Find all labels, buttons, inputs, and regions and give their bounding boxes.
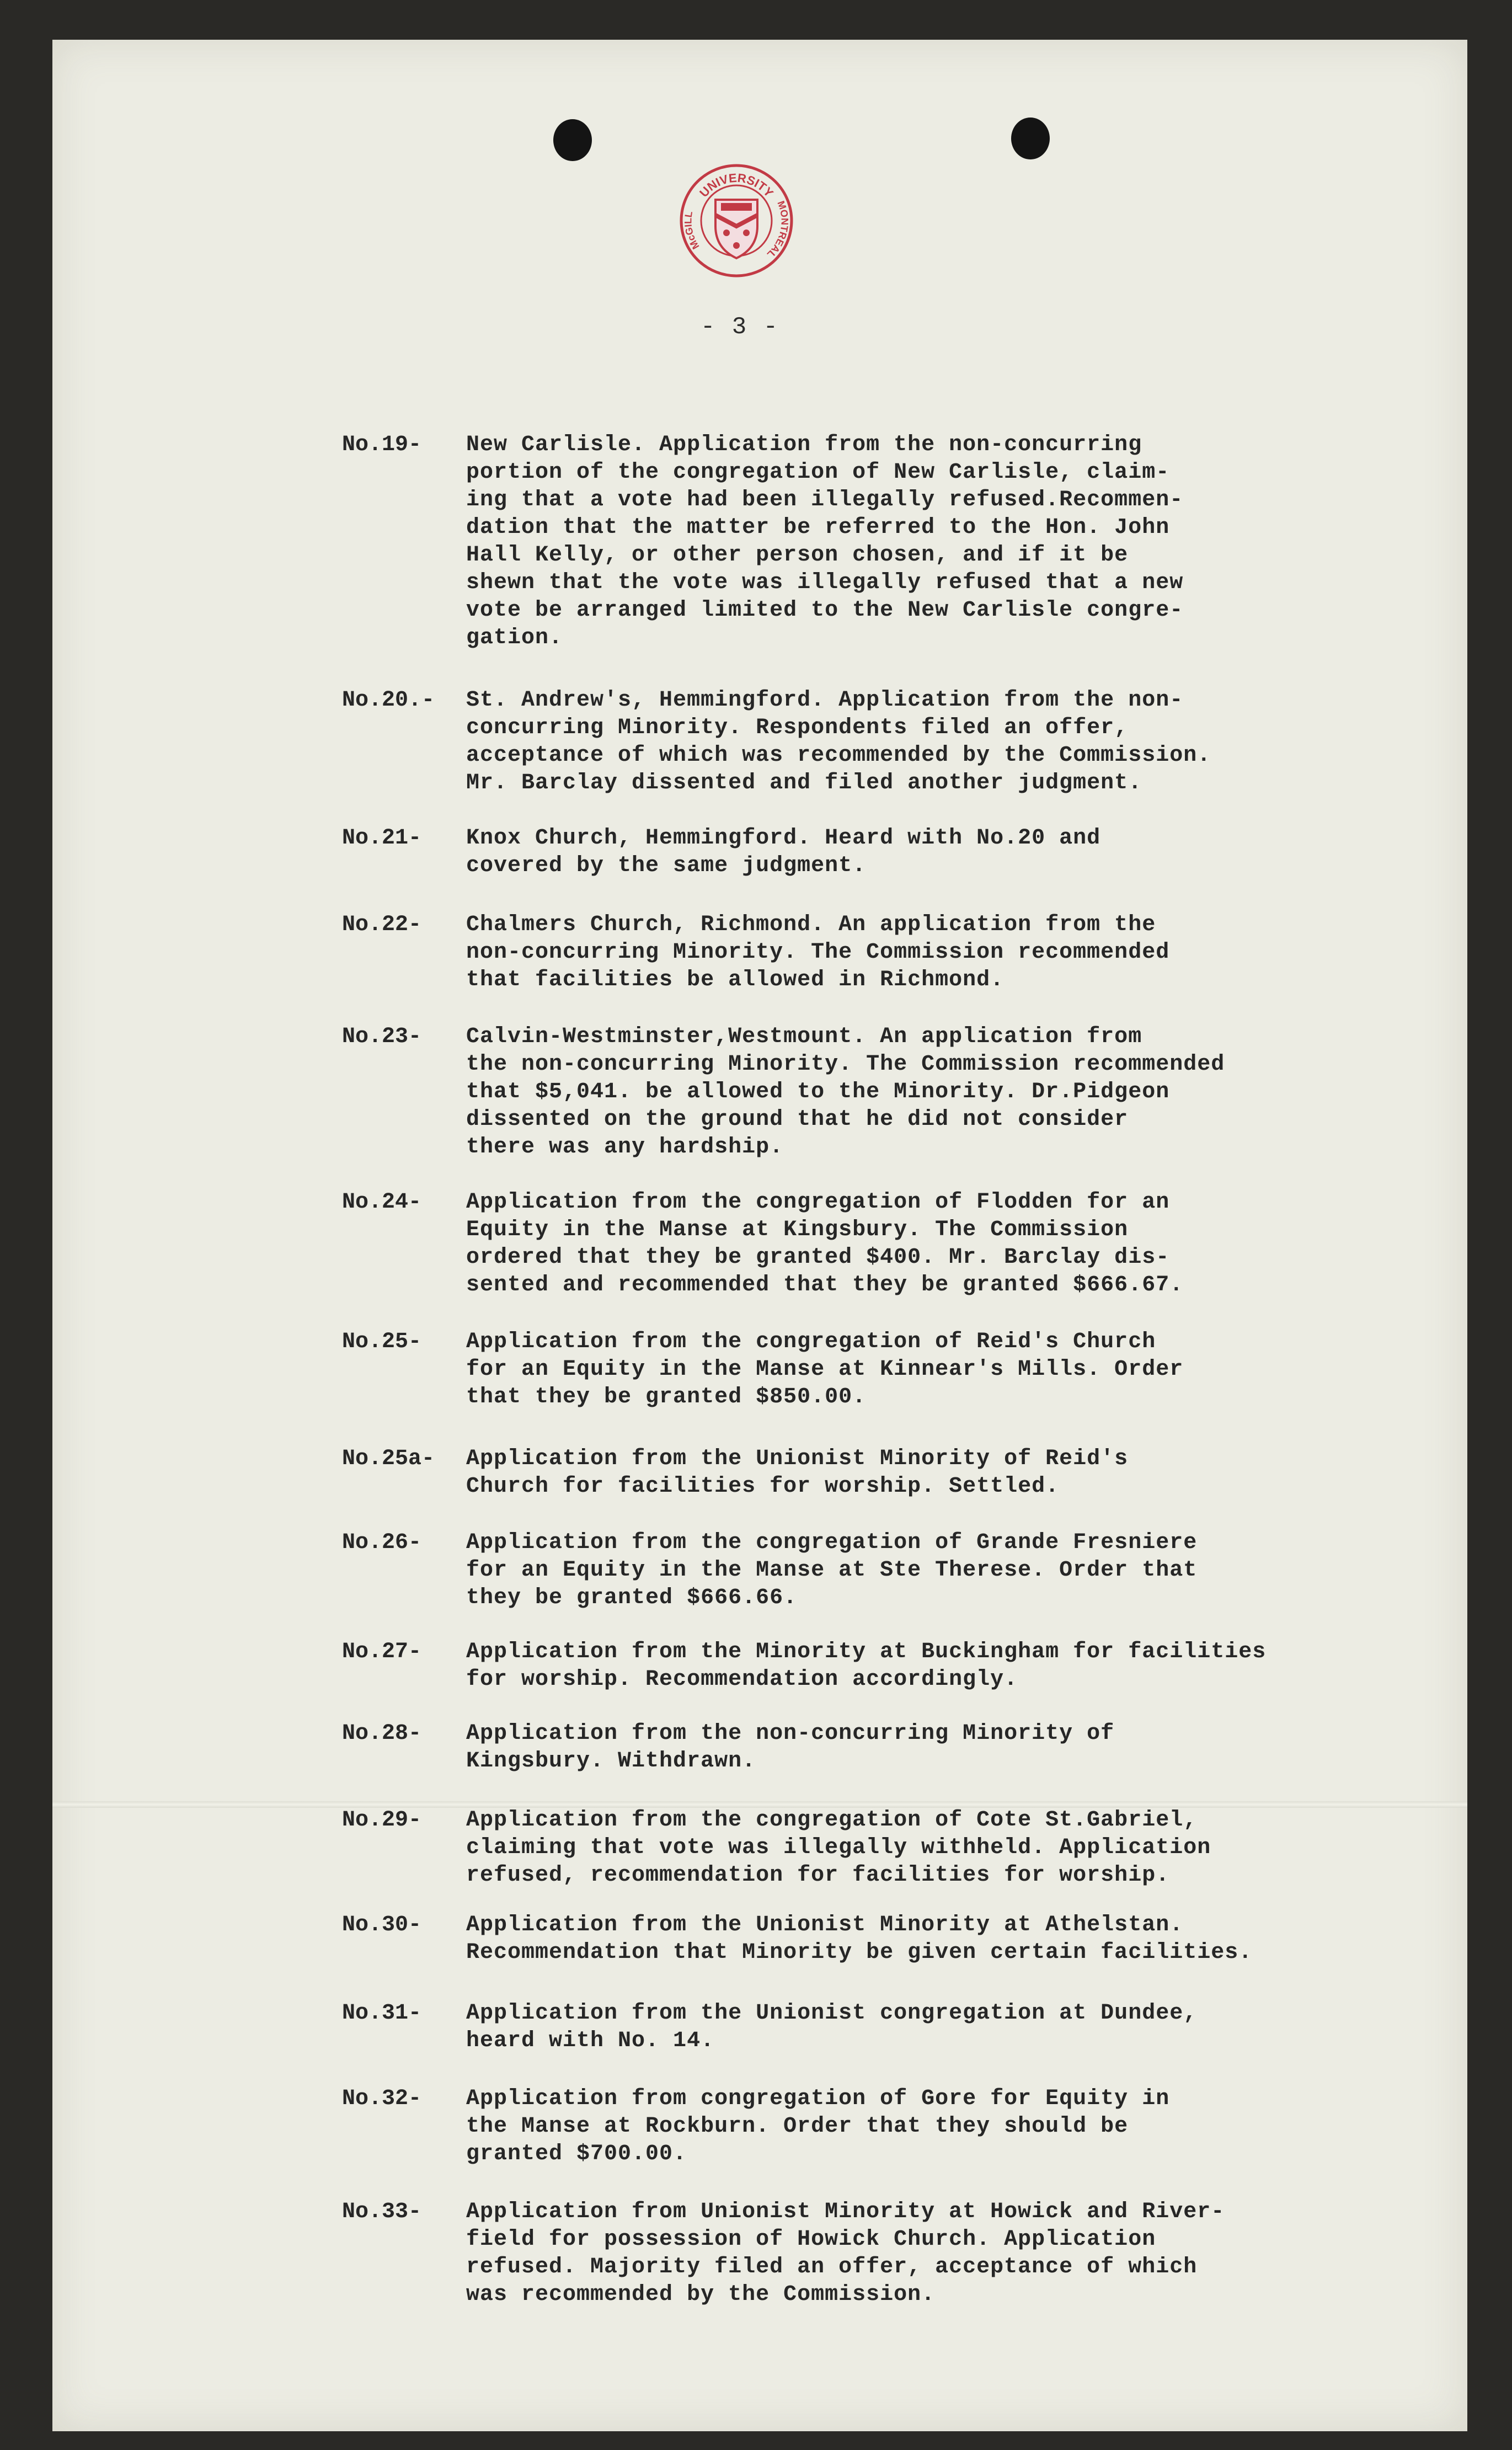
item-number: No.21- — [342, 826, 422, 851]
item-text: Application from the Minority at Buckingham for facilities for worship. Recommendation accordingly. — [466, 1640, 1267, 1692]
item-number: No.28- — [342, 1721, 422, 1746]
list-item — [342, 2000, 1440, 2055]
item-number: No.22- — [342, 912, 422, 937]
item-text: Application from the Unionist congregation at Dundee, heard with No. 14. — [466, 2001, 1198, 2053]
punch-hole-left — [553, 119, 592, 161]
list-item — [342, 2198, 1440, 2309]
item-text: Application from the congregation of Cote St.Gabriel, claiming that vote was illegally withheld. Application refused, recommendation for facilities for worship. — [466, 1808, 1211, 1888]
item-number: No.31- — [342, 2001, 422, 2026]
list-item — [342, 1912, 1440, 1967]
item-text: Application from congregation of Gore for Equity in the Manse at Rockburn. Order that they should be granted $700.00. — [466, 2086, 1170, 2166]
item-text: Application from the congregation of Flodden for an Equity in the Manse at Kingsbury. The Commission ordered that they be granted $400. Mr. Barclay dis- sented and recommended that they be granted $666.67. — [466, 1190, 1184, 1298]
list-item — [342, 1807, 1440, 1889]
list-item — [342, 1720, 1440, 1775]
item-number: No.33- — [342, 2200, 422, 2224]
mcgill-seal-icon — [676, 160, 797, 281]
item-number: No.25- — [342, 1330, 422, 1354]
svg-text:McGILL — [682, 211, 701, 252]
page-number: - 3 - — [701, 313, 779, 341]
item-text: Knox Church, Hemmingford. Heard with No.20 and covered by the same judgment. — [466, 826, 1101, 878]
item-number: No.32- — [342, 2086, 422, 2111]
item-text: St. Andrew's, Hemmingford. Application from the non- concurring Minority. Respondents filed an offer, acceptance of which was recommended by the Commission. Mr. Barclay dissented and filed another judgment. — [466, 688, 1211, 796]
item-text: New Carlisle. Application from the non-concurring portion of the congregation of New Carlisle, claim- ing that a vote had been illegally refused.Recommen- dation that the matter be referred to the Hon. John Hall Kelly, or other person chosen, and if it be shewn that the vote was illegally refused that a new vote be arranged limited to the New Carlisle congre- gation. — [466, 433, 1184, 650]
item-number: No.19- — [342, 433, 422, 457]
item-text: Application from Unionist Minority at Howick and River- field for possession of Howick Church. Application refused. Majority filed an offer, acceptance of which was recommended by the Commission. — [466, 2200, 1225, 2307]
seal-text-left: McGILL — [682, 210, 702, 252]
item-text: Application from the congregation of Reid's Church for an Equity in the Manse at Kinnear's Mills. Order that they be granted $850.00. — [466, 1330, 1184, 1410]
seal-text-right: MONTREAL — [765, 199, 790, 260]
item-number: No.20.- — [342, 688, 435, 713]
item-number: No.23- — [342, 1024, 422, 1049]
list-item — [342, 1023, 1440, 1161]
seal-text-top: UNIVERSITY — [697, 170, 776, 200]
item-number: No.30- — [342, 1913, 422, 1937]
item-number: No.27- — [342, 1640, 422, 1664]
item-number: No.24- — [342, 1190, 422, 1215]
list-item — [342, 825, 1440, 880]
item-number: No.25a- — [342, 1446, 435, 1471]
punch-hole-right — [1011, 118, 1050, 159]
list-item — [342, 1529, 1440, 1612]
list-item — [342, 2085, 1440, 2168]
list-item — [342, 1328, 1440, 1411]
item-text: Application from the Unionist Minority of Reid's Church for facilities for worship. Settled. — [466, 1446, 1129, 1499]
item-text: Calvin-Westminster,Westmount. An application from the non-concurring Minority. The Commission recommended that $5,041. be allowed to the Minority. Dr.Pidgeon dissented on the ground that he did not consider there was any hardship. — [466, 1024, 1225, 1160]
list-item — [342, 1638, 1440, 1694]
list-item — [342, 1189, 1440, 1299]
item-text: Application from the non-concurring Minority of Kingsbury. Withdrawn. — [466, 1721, 1115, 1774]
list-item — [342, 431, 1440, 652]
list-item — [342, 1445, 1440, 1501]
item-number: No.26- — [342, 1530, 422, 1555]
item-text: Application from the congregation of Grande Fresniere for an Equity in the Manse at Ste Therese. Order that they be granted $666.66. — [466, 1530, 1198, 1610]
item-text: Application from the Unionist Minority at Athelstan. Recommendation that Minority be given certain facilities. — [466, 1913, 1253, 1965]
item-text: Chalmers Church, Richmond. An application from the non-concurring Minority. The Commission recommended that facilities be allowed in Richmond. — [466, 912, 1170, 992]
list-item — [342, 911, 1440, 994]
list-item — [342, 687, 1440, 797]
item-number: No.29- — [342, 1808, 422, 1833]
